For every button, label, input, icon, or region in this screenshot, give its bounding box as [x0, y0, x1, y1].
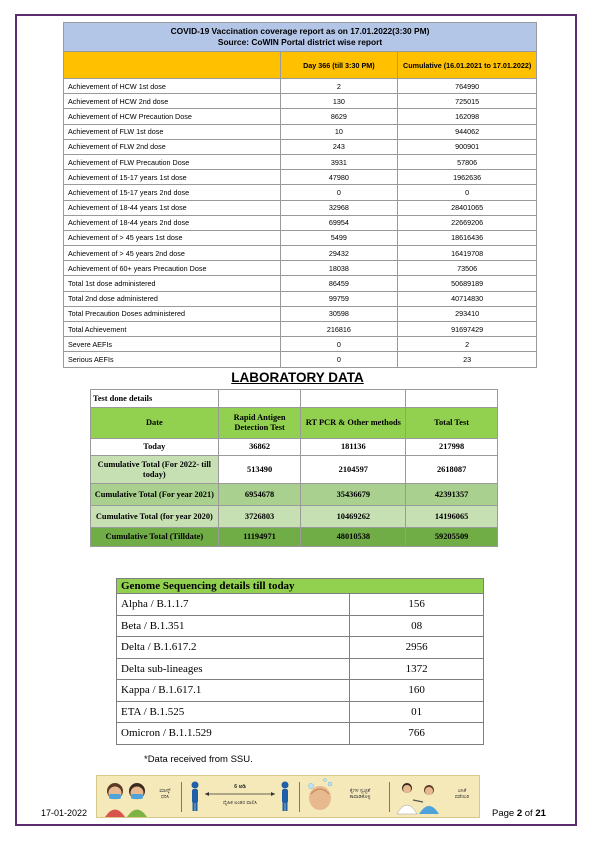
- vaccination-row: [64, 322, 537, 337]
- vaccination-row-day-value: 8629: [280, 109, 398, 124]
- vaccination-row-cumulative-value: 0: [398, 185, 537, 200]
- vaccination-title-line2: Source: CoWIN Portal district wise report: [217, 37, 383, 47]
- vaccination-row: [64, 352, 537, 367]
- genome-variant: Beta / B.1.351: [117, 615, 350, 637]
- vaccination-row-cumulative-value: 22669206: [398, 215, 537, 230]
- lab-row-date: Cumulative Total (For 2022- till today): [91, 456, 219, 484]
- vaccination-row: [64, 94, 537, 109]
- footer-page-prefix: Page: [492, 808, 517, 819]
- lab-row-total: 2618087: [406, 456, 498, 484]
- vaccination-row-day-value: 2: [280, 79, 398, 94]
- vaccination-row-label: Achievement of FLW 1st dose: [64, 124, 281, 139]
- footer-page-number: [492, 808, 546, 819]
- genome-count: 160: [350, 680, 484, 702]
- lab-row-total: 217998: [406, 439, 498, 456]
- footer-page-total: 21: [535, 808, 546, 819]
- vaccination-row-day-value: 99759: [280, 291, 398, 306]
- vaccination-row-cumulative-value: 16419708: [398, 246, 537, 261]
- vaccination-row-day-value: 3931: [280, 154, 398, 169]
- vaccination-title: [64, 23, 537, 52]
- vaccination-row-day-value: 0: [280, 337, 398, 352]
- vaccination-row-day-value: 32968: [280, 200, 398, 215]
- vaccination-row-day-value: 130: [280, 94, 398, 109]
- vaccination-row: [64, 230, 537, 245]
- lab-header-row: [91, 408, 498, 439]
- vaccination-row-day-value: 216816: [280, 322, 398, 337]
- vaccination-row-label: Achievement of > 45 years 2nd dose: [64, 246, 281, 261]
- banner-distance-text: ದೈಹಿಕ ಅಂತರ ಪಾಲಿಸಿ: [222, 800, 258, 806]
- banner-vaccine-section: [393, 776, 479, 817]
- vaccination-row-day-value: 10: [280, 124, 398, 139]
- covid-appropriate-behaviour-banner: [96, 775, 480, 818]
- social-distance-icon: [185, 776, 295, 817]
- vaccination-row-day-value: 86459: [280, 276, 398, 291]
- vaccination-row: [64, 109, 537, 124]
- vaccination-row-cumulative-value: 40714830: [398, 291, 537, 306]
- vaccination-row: [64, 170, 537, 185]
- vaccination-row: [64, 306, 537, 321]
- vaccination-row: [64, 79, 537, 94]
- vaccination-title-line1: COVID-19 Vaccination coverage report as on 17.01.2022(3:30 PM): [170, 26, 430, 36]
- vaccination-row: [64, 276, 537, 291]
- lab-row-rat: 6954678: [218, 484, 301, 506]
- footer-date: 17-01-2022: [41, 808, 88, 818]
- vaccination-row-day-value: 18038: [280, 261, 398, 276]
- genome-row: [117, 723, 484, 745]
- banner-vaccine-text-line1: ಲಸಿಕೆ: [457, 788, 467, 794]
- lab-header-date: Date: [91, 408, 219, 439]
- vaccination-row: [64, 139, 537, 154]
- vaccination-row-cumulative-value: 50689189: [398, 276, 537, 291]
- vaccination-row-label: Serious AEFIs: [64, 352, 281, 367]
- lab-row-rtpcr: 35436679: [301, 484, 406, 506]
- vaccination-row-label: Achievement of FLW 2nd dose: [64, 139, 281, 154]
- lab-row-rat: 3726803: [218, 506, 301, 528]
- vaccination-row: [64, 261, 537, 276]
- masked-people-icon: [99, 776, 155, 817]
- vaccination-row-label: Achievement of FLW Precaution Dose: [64, 154, 281, 169]
- lab-row-total: 14196065: [406, 506, 498, 528]
- genome-count: 1372: [350, 658, 484, 680]
- lab-section-title-text: LABORATORY DATA: [231, 370, 364, 385]
- genome-count: 08: [350, 615, 484, 637]
- vaccination-header-cum: Cumulative (16.01.2021 to 17.01.2022): [398, 52, 537, 79]
- genome-table: [116, 578, 484, 745]
- vaccination-row-label: Achievement of 15-17 years 2nd dose: [64, 185, 281, 200]
- genome-count: 2956: [350, 637, 484, 659]
- vaccination-row-cumulative-value: 1962636: [398, 170, 537, 185]
- genome-row: [117, 658, 484, 680]
- vaccination-table: [63, 22, 537, 368]
- genome-variant: ETA / B.1.525: [117, 701, 350, 723]
- vaccination-row-label: Achievement of 18-44 years 2nd dose: [64, 215, 281, 230]
- vaccination-row-cumulative-value: 23: [398, 352, 537, 367]
- lab-test-done-row: [91, 390, 498, 408]
- genome-row: [117, 680, 484, 702]
- lab-empty-cell: [218, 390, 301, 408]
- vaccination-header-row: [64, 52, 537, 79]
- lab-row-tilldate: [91, 528, 498, 547]
- vaccination-row-label: Achievement of HCW Precaution Dose: [64, 109, 281, 124]
- lab-row-2021: [91, 484, 498, 506]
- vaccination-header-blank: [64, 52, 281, 79]
- lab-empty-cell: [406, 390, 498, 408]
- lab-header-rat: Rapid Antigen Detection Test: [218, 408, 301, 439]
- lab-row-rtpcr: 2104597: [301, 456, 406, 484]
- footer-page-of: of: [522, 808, 536, 819]
- lab-row-today: [91, 439, 498, 456]
- vaccination-row-label: Total 1st dose administered: [64, 276, 281, 291]
- genome-count: 156: [350, 594, 484, 616]
- vaccination-row-cumulative-value: 91697429: [398, 322, 537, 337]
- genome-count: 766: [350, 723, 484, 745]
- banner-handwash-section: [303, 776, 385, 817]
- vaccination-row-label: Achievement of > 45 years 1st dose: [64, 230, 281, 245]
- vaccination-row-cumulative-value: 28401065: [398, 200, 537, 215]
- genome-variant: Delta sub-lineages: [117, 658, 350, 680]
- banner-mask-text-line1: ಮಾಸ್ಕ್: [159, 788, 171, 794]
- lab-row-rtpcr: 48010538: [301, 528, 406, 547]
- banner-distance-section: [185, 776, 295, 817]
- genome-variant: Kappa / B.1.617.1: [117, 680, 350, 702]
- lab-test-done-label: Test done details: [91, 390, 219, 408]
- lab-section-title: [0, 370, 595, 385]
- banner-mask-section: [99, 776, 177, 817]
- vaccination-row-label: Severe AEFIs: [64, 337, 281, 352]
- lab-header-rtpcr: RT PCR & Other methods: [301, 408, 406, 439]
- vaccination-row-day-value: 47980: [280, 170, 398, 185]
- lab-row-rtpcr: 181136: [301, 439, 406, 456]
- lab-row-date: Cumulative Total (Tilldate): [91, 528, 219, 547]
- genome-variant: Omicron / B.1.1.529: [117, 723, 350, 745]
- banner-hands-text-line1: ಕೈಗಳ ಸ್ವಚ್ಛತೆ: [349, 788, 371, 794]
- genome-row: [117, 637, 484, 659]
- genome-row: [117, 615, 484, 637]
- vaccination-row-cumulative-value: 18616436: [398, 230, 537, 245]
- vaccination-row-cumulative-value: 764990: [398, 79, 537, 94]
- vaccination-row-day-value: 0: [280, 352, 398, 367]
- banner-divider: [299, 782, 300, 812]
- vaccination-row: [64, 215, 537, 230]
- vaccination-row-day-value: 30598: [280, 306, 398, 321]
- vaccination-row: [64, 337, 537, 352]
- vaccination-row-day-value: 29432: [280, 246, 398, 261]
- banner-distance-label: 6 ಅಡಿ: [234, 784, 246, 790]
- banner-hands-text-line2: ಕಾಪಾಡಿಕೊಳ್ಳಿ: [349, 794, 371, 800]
- lab-row-rat: 513490: [218, 456, 301, 484]
- vaccination-row-label: Achievement of HCW 2nd dose: [64, 94, 281, 109]
- handwash-icon: [303, 776, 337, 817]
- lab-row-2022: [91, 456, 498, 484]
- genome-row: [117, 701, 484, 723]
- genome-count: 01: [350, 701, 484, 723]
- vaccination-row-day-value: 5499: [280, 230, 398, 245]
- vaccination-row: [64, 200, 537, 215]
- vaccination-row-cumulative-value: 162098: [398, 109, 537, 124]
- genome-variant: Delta / B.1.617.2: [117, 637, 350, 659]
- banner-divider: [181, 782, 182, 812]
- lab-row-rtpcr: 10469262: [301, 506, 406, 528]
- vaccination-row-cumulative-value: 900901: [398, 139, 537, 154]
- vaccination-row: [64, 291, 537, 306]
- banner-mask-text-line2: ಧರಿಸಿ: [160, 794, 170, 800]
- vaccination-row-cumulative-value: 293410: [398, 306, 537, 321]
- vaccination-title-row: [64, 23, 537, 52]
- genome-variant: Alpha / B.1.1.7: [117, 594, 350, 616]
- vaccination-row-label: Achievement of 18-44 years 1st dose: [64, 200, 281, 215]
- vaccination-row-day-value: 243: [280, 139, 398, 154]
- vaccination-row-cumulative-value: 57806: [398, 154, 537, 169]
- lab-row-rat: 36862: [218, 439, 301, 456]
- vaccination-row: [64, 185, 537, 200]
- lab-row-rat: 11194971: [218, 528, 301, 547]
- lab-row-date: Cumulative Total (For year 2021): [91, 484, 219, 506]
- vaccination-icon: [393, 776, 445, 817]
- vaccination-row-cumulative-value: 2: [398, 337, 537, 352]
- vaccination-header-day: Day 366 (till 3:30 PM): [280, 52, 398, 79]
- lab-table: [90, 389, 498, 547]
- vaccination-row-label: Total 2nd dose administered: [64, 291, 281, 306]
- vaccination-row-day-value: 69954: [280, 215, 398, 230]
- lab-row-date: Cumulative Total (for year 2020): [91, 506, 219, 528]
- lab-row-total: 59205509: [406, 528, 498, 547]
- genome-header-row: [117, 579, 484, 594]
- lab-header-total: Total Test: [406, 408, 498, 439]
- lab-row-total: 42391357: [406, 484, 498, 506]
- lab-row-2020: [91, 506, 498, 528]
- vaccination-row: [64, 124, 537, 139]
- vaccination-row-label: Achievement of 60+ years Precaution Dose: [64, 261, 281, 276]
- vaccination-row-day-value: 0: [280, 185, 398, 200]
- lab-empty-cell: [301, 390, 406, 408]
- genome-title: Genome Sequencing details till today: [117, 579, 484, 594]
- vaccination-row-cumulative-value: 944062: [398, 124, 537, 139]
- vaccination-row: [64, 246, 537, 261]
- lab-row-date: Today: [91, 439, 219, 456]
- genome-row: [117, 594, 484, 616]
- vaccination-row-label: Achievement of HCW 1st dose: [64, 79, 281, 94]
- vaccination-row-label: Achievement of 15-17 years 1st dose: [64, 170, 281, 185]
- genome-note: *Data received from SSU.: [144, 754, 253, 765]
- banner-vaccine-text-line2: ಪಡೆಯಿರಿ: [454, 794, 470, 800]
- footer-page-current: 2: [516, 808, 523, 819]
- vaccination-row-label: Total Achievement: [64, 322, 281, 337]
- vaccination-row: [64, 154, 537, 169]
- banner-divider: [389, 782, 390, 812]
- vaccination-row-label: Total Precaution Doses administered: [64, 306, 281, 321]
- vaccination-row-cumulative-value: 725015: [398, 94, 537, 109]
- vaccination-row-cumulative-value: 73506: [398, 261, 537, 276]
